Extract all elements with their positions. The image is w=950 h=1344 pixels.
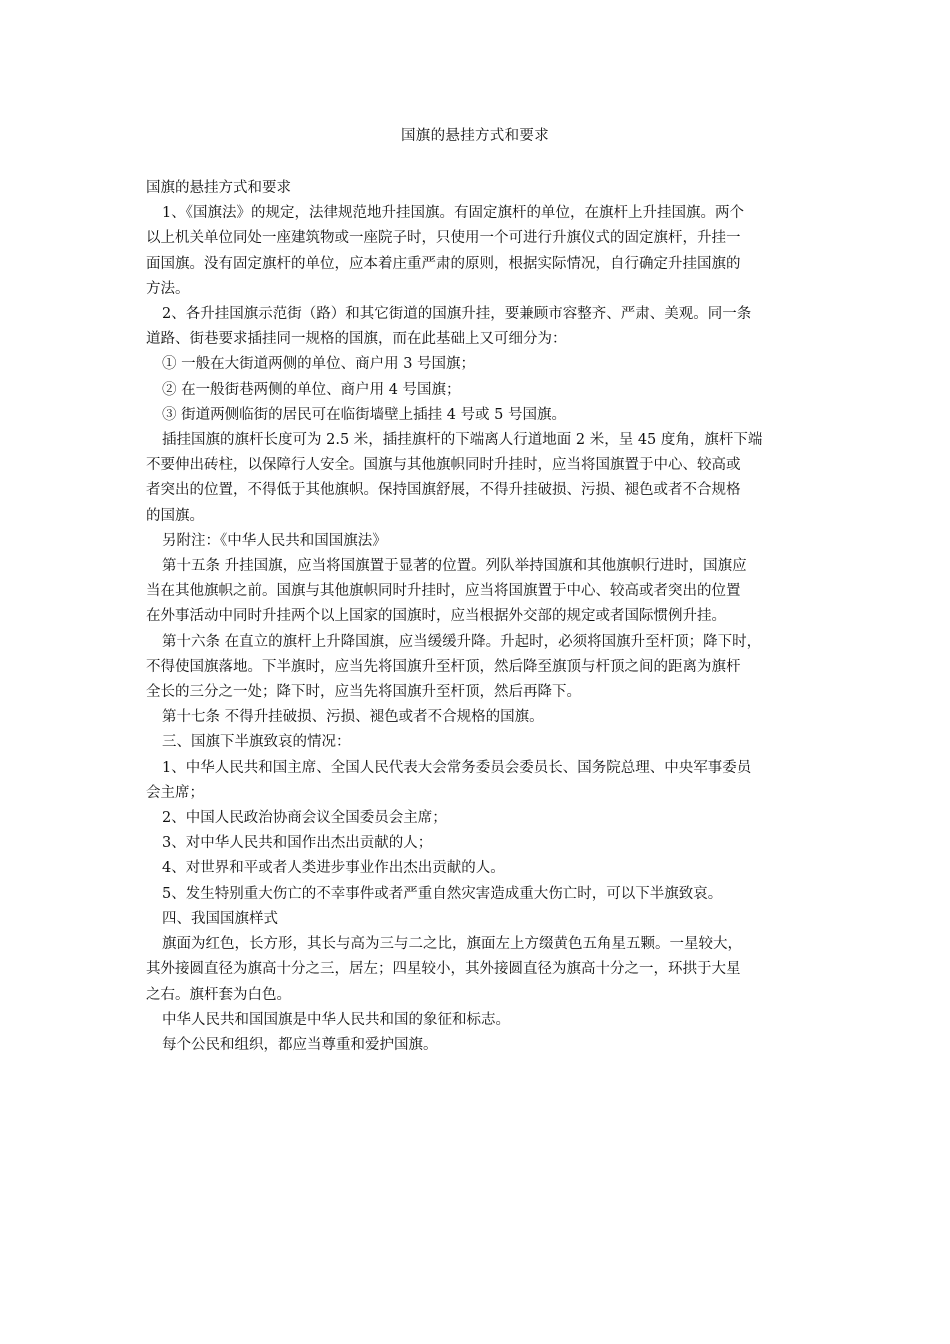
paragraph-line: 1、《国旗法》的规定，法律规范地升挂国旗。有固定旗杆的单位，在旗杆上升挂国旗。两个: [162, 205, 744, 222]
paragraph-line: 国旗的悬挂方式和要求: [146, 180, 291, 196]
paragraph-line: 5、发生特别重大伤亡的不幸事件或者严重自然灾害造成重大伤亡时，可以下半旗致哀。: [162, 885, 723, 902]
paragraph-line: 2、中国人民政治协商会议全国委员会主席；: [162, 810, 447, 827]
paragraph-line: 者突出的位置，不得低于其他旗帜。保持国旗舒展，不得升挂破损、污损、褪色或者不合规格: [146, 482, 741, 499]
paragraph-line: 会主席；: [146, 784, 204, 801]
paragraph-line: 当在其他旗帜之前。国旗与其他旗帜同时升挂时，应当将国旗置于中心、较高或者突出的位置: [146, 583, 741, 600]
paragraph-line: 不要伸出砖柱，以保障行人安全。国旗与其他旗帜同时升挂时，应当将国旗置于中心、较高或: [146, 457, 741, 474]
paragraph-line: 面国旗。没有固定旗杆的单位，应本着庄重严肃的原则，根据实际情况，自行确定升挂国旗的: [146, 255, 741, 272]
paragraph-line: 以上机关单位同处一座建筑物或一座院子时，只使用一个可进行升旗仪式的固定旗杆，升挂一: [146, 230, 741, 247]
paragraph-line: 第十六条 在直立的旗杆上升降国旗，应当缓缓升降。升起时，必须将国旗升至杆顶；降下时，: [162, 633, 762, 650]
paragraph-line: 3、对中华人民共和国作出杰出贡献的人；: [162, 835, 433, 852]
document-body: [146, 176, 814, 1058]
paragraph-line: 三、国旗下半旗致哀的情况：: [162, 734, 351, 751]
paragraph-line: 另附注：《中华人民共和国国旗法》: [162, 532, 387, 549]
paragraph-line: ③ 街道两侧临街的居民可在临街墙壁上插挂 4 号或 5 号国旗。: [162, 406, 566, 423]
paragraph-line: 的国旗。: [146, 507, 204, 524]
paragraph-line: 插挂国旗的旗杆长度可为 2.5 米，插挂旗杆的下端离人行道地面 2 米，呈 45 度角，旗杆下端: [162, 432, 763, 449]
paragraph-line: 四、我国国旗样式: [162, 910, 278, 927]
paragraph-line: 1、中华人民共和国主席、全国人民代表大会常务委员会委员长、国务院总理、中央军事委员: [162, 759, 752, 776]
paragraph-line: 方法。: [146, 280, 190, 297]
paragraph-line: ① 一般在大街道两侧的单位、商户用 3 号国旗；: [162, 356, 476, 373]
paragraph-line: 在外事活动中同时升挂两个以上国家的国旗时，应当根据外交部的规定或者国际惯例升挂。: [146, 608, 726, 625]
paragraph-line: 全长的三分之一处；降下时，应当先将国旗升至杆顶，然后再降下。: [146, 684, 581, 701]
paragraph-line: 中华人民共和国国旗是中华人民共和国的象征和标志。: [162, 1011, 510, 1028]
paragraph-line: ② 在一般街巷两侧的单位、商户用 4 号国旗；: [162, 381, 461, 398]
paragraph-line: 第十五条 升挂国旗，应当将国旗置于显著的位置。列队举持国旗和其他旗帜行进时，国旗应: [162, 558, 747, 575]
paragraph-line: 2、各升挂国旗示范街（路）和其它街道的国旗升挂，要兼顾市容整齐、严肃、美观。同一条: [162, 306, 752, 323]
document-title: 国旗的悬挂方式和要求: [401, 128, 549, 144]
paragraph-line: 第十七条 不得升挂破损、污损、褪色或者不合规格的国旗。: [162, 709, 544, 726]
paragraph-line: 其外接圆直径为旗高十分之三，居左；四星较小，其外接圆直径为旗高十分之一，环拱于大星: [146, 961, 741, 978]
paragraph-line: 不得使国旗落地。下半旗时，应当先将国旗升至杆顶，然后降至旗顶与杆顶之间的距离为旗杆: [146, 658, 741, 675]
paragraph-line: 每个公民和组织，都应当尊重和爱护国旗。: [162, 1036, 438, 1053]
paragraph-line: 之右。旗杆套为白色。: [146, 986, 291, 1003]
paragraph-line: 旗面为红色，长方形，其长与高为三与二之比，旗面左上方缀黄色五角星五颗。一星较大，: [162, 936, 742, 953]
paragraph-line: 4、对世界和平或者人类进步事业作出杰出贡献的人。: [162, 860, 505, 877]
paragraph-line: 道路、街巷要求插挂同一规格的国旗，而在此基础上又可细分为：: [146, 331, 567, 348]
